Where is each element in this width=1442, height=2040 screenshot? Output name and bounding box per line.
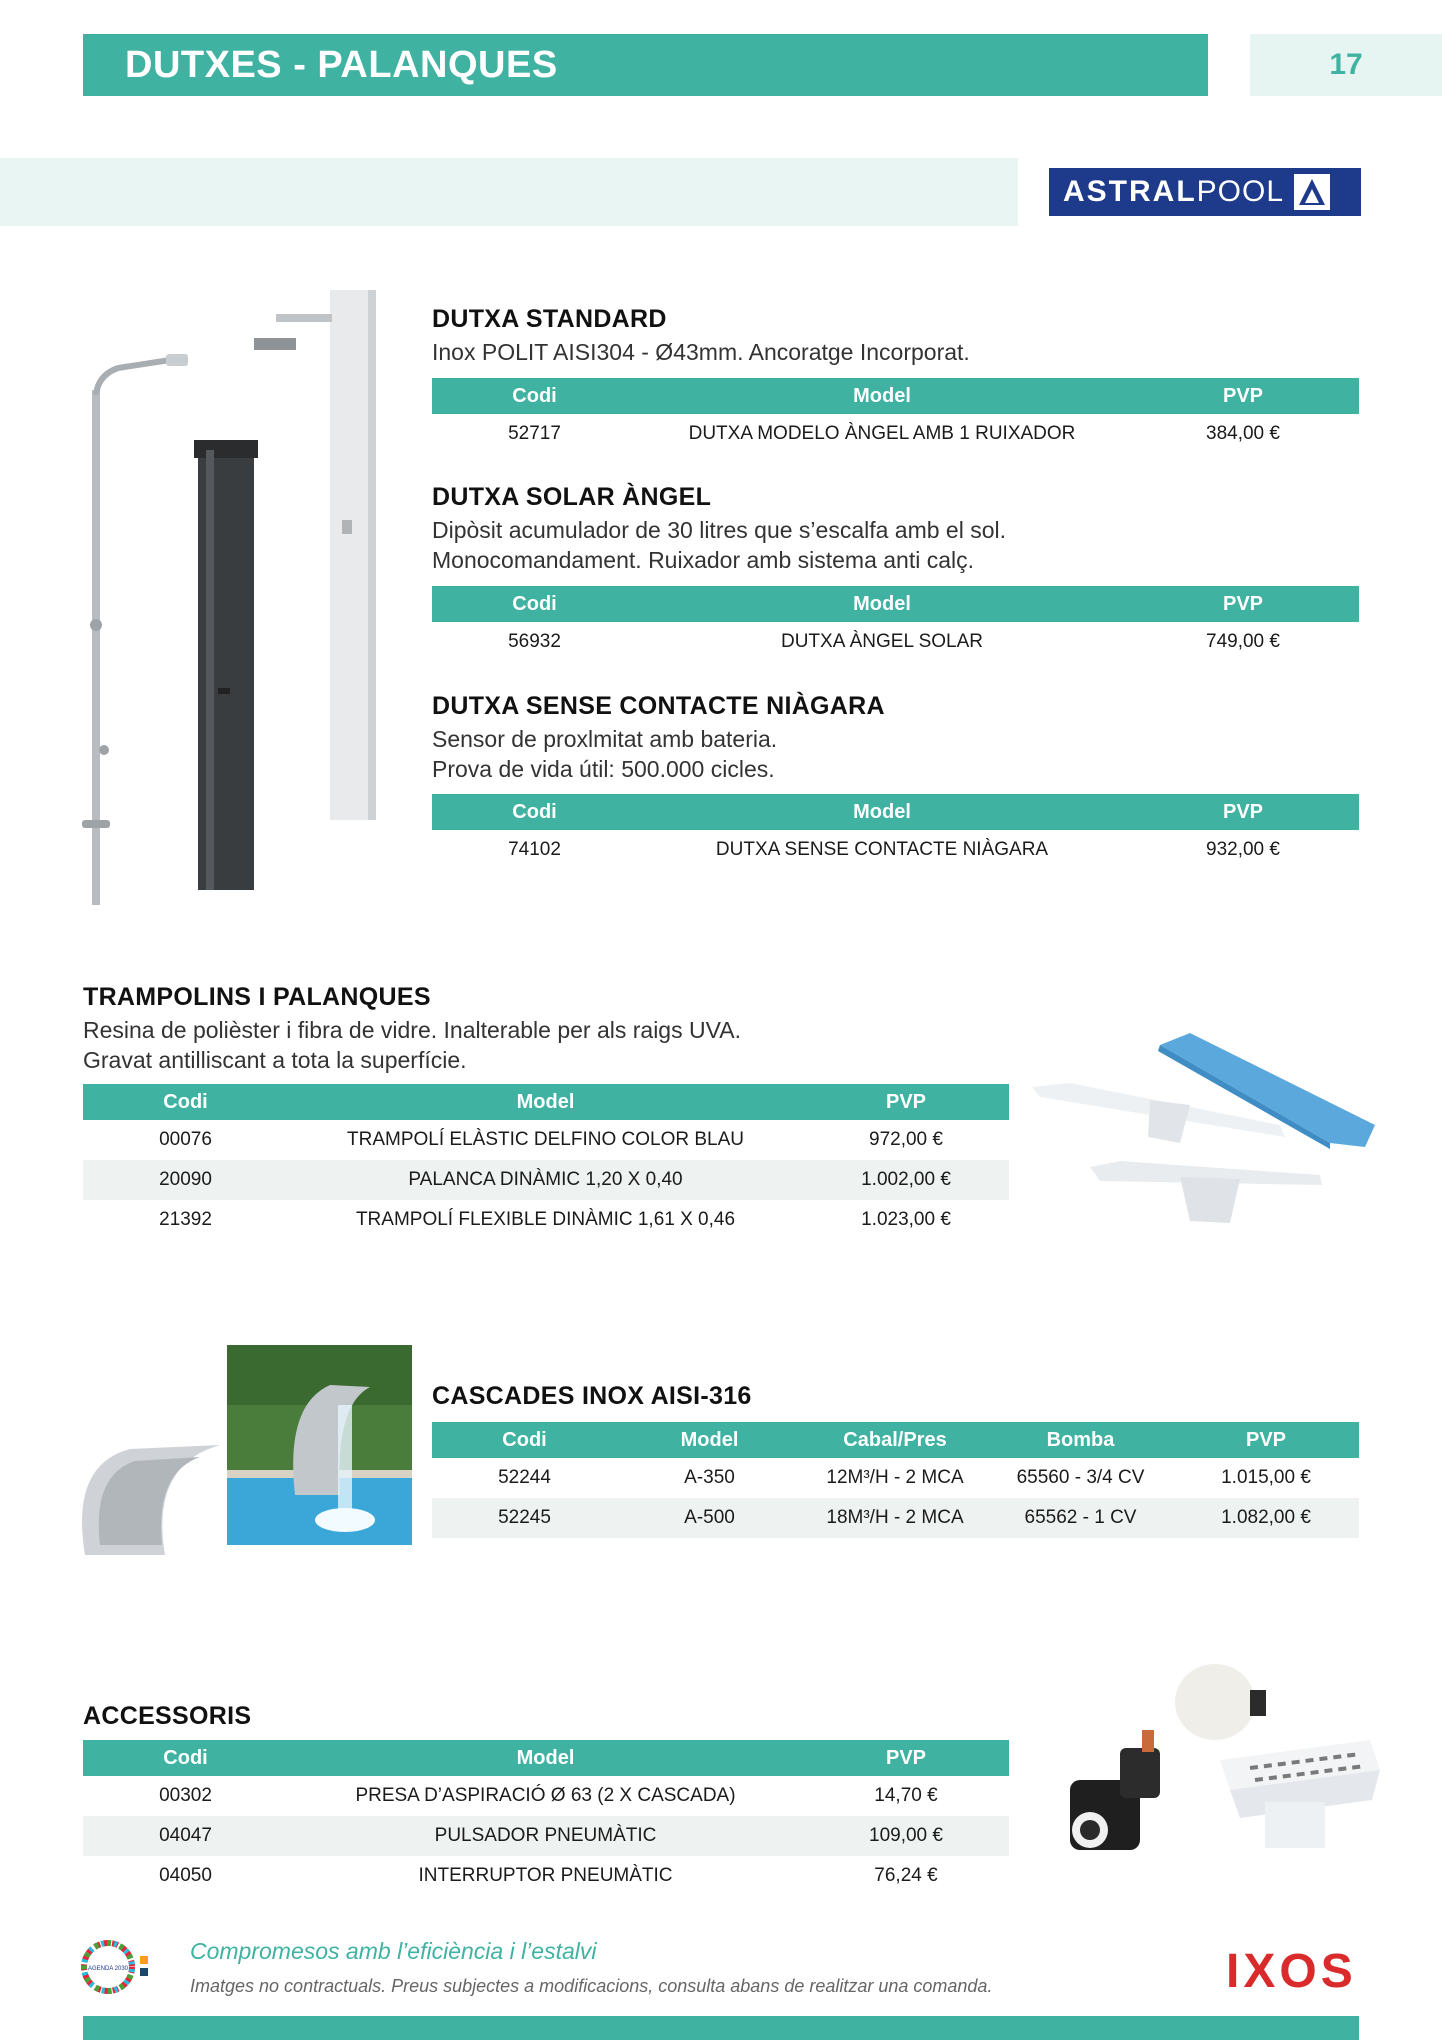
product-title-dutxa-standard: DUTXA STANDARD <box>432 305 667 333</box>
col-header-codi: Codi <box>432 794 637 830</box>
col-header-pvp: PVP <box>1127 586 1359 622</box>
product-title-trampolins: TRAMPOLINS I PALANQUES <box>83 983 431 1011</box>
col-header-model: Model <box>617 1422 802 1458</box>
table-trampolins <box>83 1084 1009 1240</box>
cell-model: PULSADOR PNEUMÀTIC <box>288 1816 803 1856</box>
astralpool-logo <box>1049 168 1361 216</box>
cell-codi: 52717 <box>508 423 561 444</box>
cell-model: A-500 <box>617 1498 802 1538</box>
decorative-band <box>0 158 1018 226</box>
product-title-accessoris: ACCESSORIS <box>83 1702 252 1730</box>
cell-pvp: 749,00 € <box>1206 631 1280 652</box>
cell-pvp: 384,00 € <box>1206 423 1280 444</box>
table-dutxa-niagara <box>432 794 1359 870</box>
col-header-codi: Codi <box>432 1422 617 1458</box>
col-header-codi: Codi <box>432 586 637 622</box>
table-row <box>83 1200 1009 1240</box>
cell-pvp: 14,70 € <box>874 1785 938 1806</box>
cell-codi: 04047 <box>83 1816 288 1856</box>
cell-codi: 00076 <box>159 1129 212 1150</box>
col-header-model: Model <box>637 378 1127 414</box>
cell-codi: 52245 <box>432 1498 617 1538</box>
product-desc-dutxa-solar <box>432 515 1006 575</box>
footer-note: Imatges no contractuals. Preus subjectes a modificacions, consulta abans de realitzar una comanda. <box>190 1976 993 1996</box>
table-cascades <box>432 1422 1359 1538</box>
cell-pvp: 1.082,00 € <box>1173 1498 1359 1538</box>
cell-model: TRAMPOLÍ FLEXIBLE DINÀMIC 1,61 X 0,46 <box>355 1209 736 1230</box>
cell-bomba: 65560 - 3/4 CV <box>1016 1467 1145 1488</box>
shower-products-image <box>78 280 398 905</box>
cell-codi: 04050 <box>159 1865 212 1886</box>
agenda-label: AGENDA 2030 <box>87 1966 129 1972</box>
cell-model: INTERRUPTOR PNEUMÀTIC <box>418 1865 673 1886</box>
table-row <box>83 1120 1009 1160</box>
cell-pvp: 109,00 € <box>803 1816 1009 1856</box>
cell-pvp: 76,24 € <box>874 1865 938 1886</box>
table-accessoris <box>83 1740 1009 1896</box>
cell-codi: 74102 <box>508 839 561 860</box>
product-title-dutxa-niagara: DUTXA SENSE CONTACTE NIÀGARA <box>432 692 885 720</box>
cell-model: DUTXA SENSE CONTACTE NIÀGARA <box>715 839 1049 860</box>
col-header-codi: Codi <box>83 1084 288 1120</box>
table-row <box>432 1458 1359 1498</box>
table-dutxa-standard <box>432 378 1359 454</box>
cell-codi: 56932 <box>508 631 561 652</box>
cell-pvp: 1.023,00 € <box>861 1209 951 1230</box>
product-title-dutxa-solar: DUTXA SOLAR ÀNGEL <box>432 483 712 511</box>
cell-model: DUTXA MODELO ÀNGEL AMB 1 RUIXADOR <box>688 423 1076 444</box>
col-header-model: Model <box>288 1084 803 1120</box>
logo-triangle-icon <box>1294 174 1330 210</box>
product-desc-trampolins <box>83 1015 741 1075</box>
table-row <box>83 1776 1009 1816</box>
footer-bar <box>83 2016 1359 2040</box>
col-header-model: Model <box>637 586 1127 622</box>
table-row <box>83 1816 1009 1856</box>
table-row <box>83 1160 1009 1200</box>
desc-line: Gravat antilliscant a tota la superfície. <box>83 1047 467 1073</box>
cell-model: DUTXA ÀNGEL SOLAR <box>780 631 984 652</box>
page-number: 17 <box>1329 48 1363 81</box>
col-header-pvp: PVP <box>1173 1422 1359 1458</box>
agenda-2030-logo <box>80 1938 162 1996</box>
col-header-model: Model <box>288 1740 803 1776</box>
cell-pvp: 932,00 € <box>1206 839 1280 860</box>
table-row <box>432 414 1359 454</box>
col-header-codi: Codi <box>83 1740 288 1776</box>
desc-line: Inox POLIT AISI304 - Ø43mm. Ancoratge Incorporat. <box>432 339 970 365</box>
table-dutxa-solar <box>432 586 1359 662</box>
col-header-pvp: PVP <box>803 1740 1009 1776</box>
col-header-model: Model <box>637 794 1127 830</box>
cell-model: PRESA D’ASPIRACIÓ Ø 63 (2 X CASCADA) <box>355 1785 736 1806</box>
desc-line: Resina de polièster i fibra de vidre. Inalterable per als raigs UVA. <box>83 1017 741 1043</box>
product-title-cascades: CASCADES INOX AISI-316 <box>432 1382 752 1410</box>
diving-boards-image <box>1030 1025 1380 1235</box>
desc-line: Dipòsit acumulador de 30 litres que s’escalfa amb el sol. <box>432 517 1007 543</box>
page-title: DUTXES - PALANQUES <box>125 44 558 86</box>
table-row <box>432 622 1359 662</box>
cell-codi: 00302 <box>159 1785 212 1806</box>
cell-model: A-350 <box>684 1467 735 1488</box>
table-row <box>83 1856 1009 1896</box>
table-row <box>432 830 1359 870</box>
col-header-cabal: Cabal/Pres <box>802 1422 988 1458</box>
cell-model: TRAMPOLÍ ELÀSTIC DELFINO COLOR BLAU <box>347 1129 744 1150</box>
cell-cabal: 18M³/H - 2 MCA <box>802 1498 988 1538</box>
cell-pvp: 972,00 € <box>869 1129 943 1150</box>
logo-text-astral: ASTRAL <box>1063 175 1197 208</box>
logo-text-pool: POOL <box>1196 175 1285 208</box>
waterfall-cascade-image <box>70 1345 415 1585</box>
desc-line: Monocomandament. Ruixador amb sistema anti calç. <box>432 547 975 573</box>
product-desc-dutxa-niagara <box>432 724 777 784</box>
cell-codi: 21392 <box>159 1209 212 1230</box>
cell-pvp: 1.002,00 € <box>803 1160 1009 1200</box>
desc-line: Sensor de proxlmitat amb bateria. <box>432 726 778 752</box>
col-header-pvp: PVP <box>1127 378 1359 414</box>
col-header-pvp: PVP <box>803 1084 1009 1120</box>
col-header-bomba: Bomba <box>988 1422 1173 1458</box>
col-header-codi: Codi <box>432 378 637 414</box>
cell-codi: 20090 <box>83 1160 288 1200</box>
cell-cabal: 12M³/H - 2 MCA <box>826 1467 964 1488</box>
col-header-pvp: PVP <box>1127 794 1359 830</box>
accessories-image <box>1050 1660 1390 1870</box>
cell-bomba: 65562 - 1 CV <box>988 1498 1173 1538</box>
cell-pvp: 1.015,00 € <box>1221 1467 1311 1488</box>
table-row <box>432 1498 1359 1538</box>
cell-codi: 52244 <box>498 1467 551 1488</box>
footer-title: Compromesos amb l’eficiència i l’estalvi <box>190 1938 597 1964</box>
desc-line: Prova de vida útil: 500.000 cicles. <box>432 756 775 782</box>
product-desc-dutxa-standard <box>432 337 970 367</box>
cell-model: PALANCA DINÀMIC 1,20 X 0,40 <box>288 1160 803 1200</box>
ixos-logo: IXOS <box>1226 1945 1357 1998</box>
